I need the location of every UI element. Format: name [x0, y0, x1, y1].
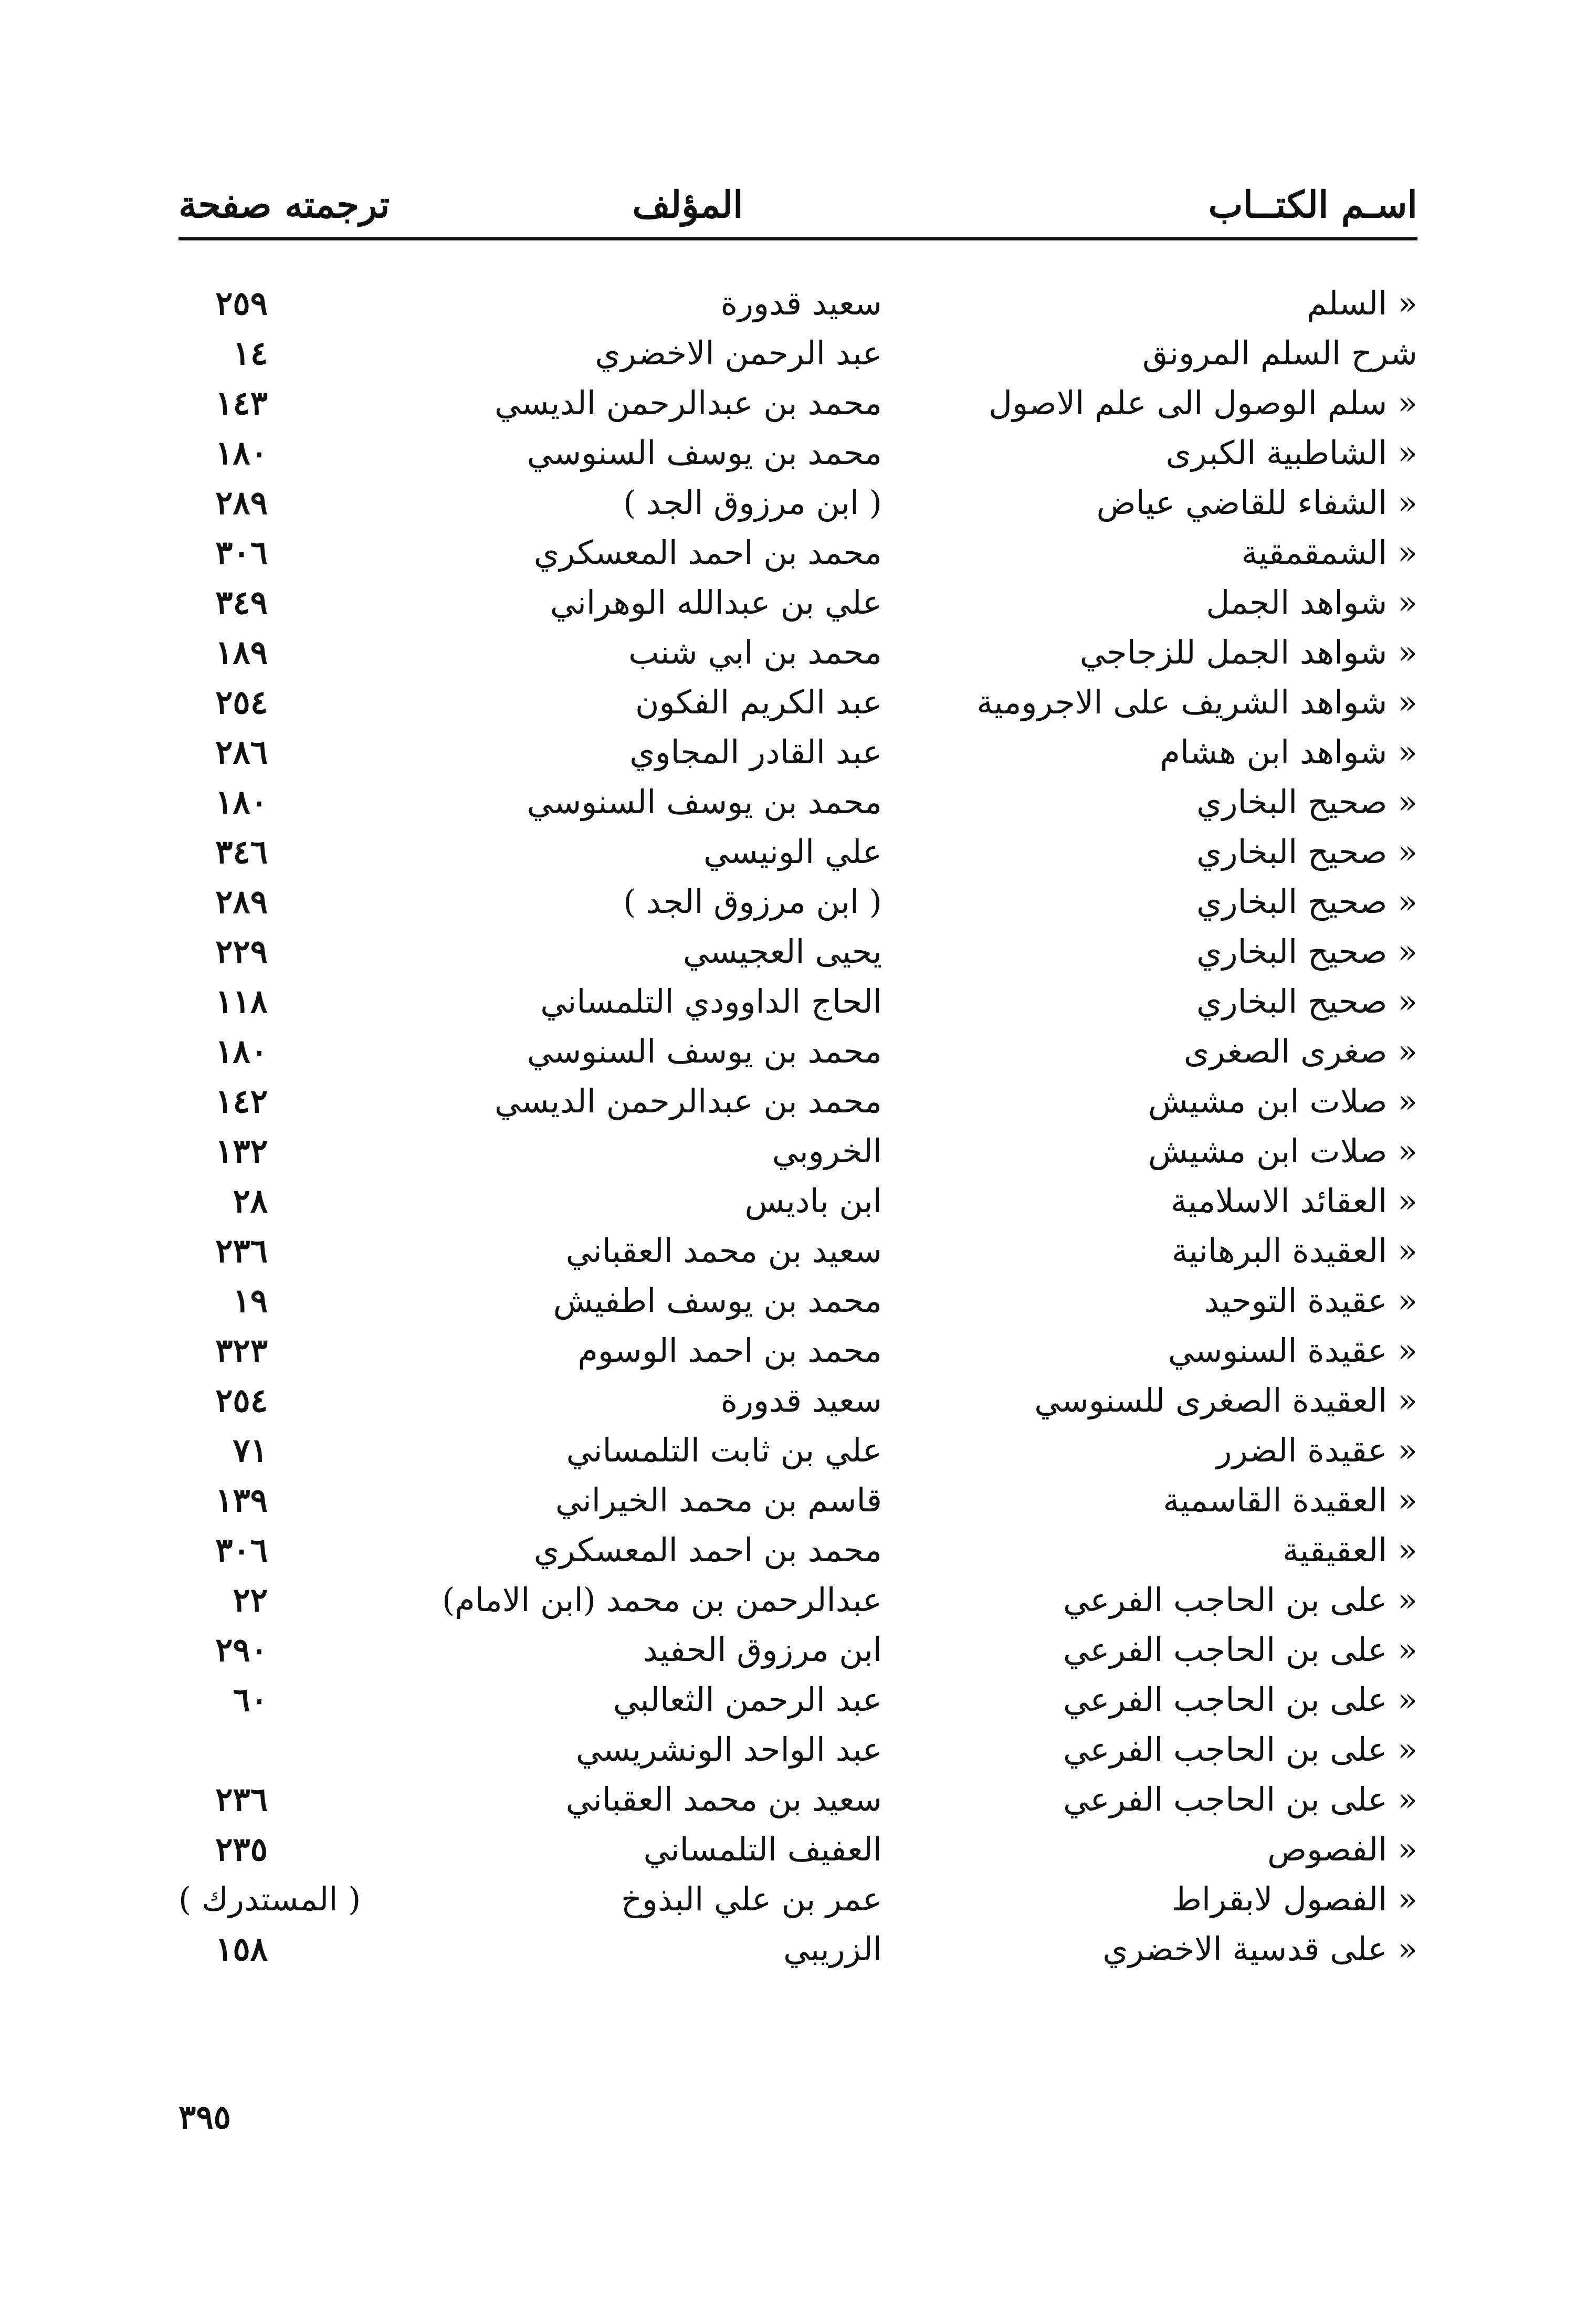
- book-title: « شواهد الجمل للزجاجي: [1079, 633, 1417, 671]
- author-name: محمد بن يوسف السنوسي: [527, 783, 882, 821]
- table-row: [178, 378, 1417, 428]
- author-name: محمد بن ابي شنب: [628, 633, 882, 671]
- author-name: العفيف التلمساني: [643, 1830, 882, 1868]
- table-row: [178, 1824, 1417, 1874]
- book-title: « الشاطبية الكبرى: [1165, 434, 1417, 472]
- header-page-ref: ترجمته صفحة: [178, 183, 390, 226]
- table-row: [178, 1326, 1417, 1375]
- book-title: « العقيدة البرهانية: [1171, 1232, 1417, 1270]
- table-row: [178, 1625, 1417, 1675]
- table-header: [178, 178, 1417, 236]
- page-reference: ١٤٣: [215, 384, 268, 422]
- table-row: [178, 1126, 1417, 1176]
- table-row: [178, 1525, 1417, 1575]
- author-name: محمد بن احمد الوسوم: [577, 1331, 882, 1370]
- book-title: شرح السلم المرونق: [1142, 334, 1417, 372]
- book-title: « على بن الحاجب الفرعي: [1063, 1581, 1417, 1619]
- author-name: محمد بن يوسف اطفيش: [553, 1281, 882, 1320]
- book-title: « صلات ابن مشيش: [1148, 1082, 1417, 1120]
- page-reference: ٢٣٥: [215, 1830, 268, 1868]
- book-title: « على بن الحاجب الفرعي: [1063, 1680, 1417, 1719]
- header-rule: [178, 237, 1417, 240]
- book-title: « الفصول لابقراط: [1171, 1880, 1417, 1918]
- author-name: محمد بن يوسف السنوسي: [527, 434, 882, 472]
- page-reference: ١٨٠: [215, 1032, 268, 1070]
- book-title: « عقيدة التوحيد: [1204, 1281, 1417, 1320]
- table-row: [178, 827, 1417, 877]
- author-name: سعيد بن محمد العقباني: [565, 1232, 882, 1270]
- author-name: عبد الواحد الونشريسي: [575, 1730, 882, 1769]
- author-name: سعيد بن محمد العقباني: [565, 1780, 882, 1818]
- book-title: « العقيدة القاسمية: [1163, 1481, 1417, 1519]
- page-reference: ( المستدرك ): [178, 1880, 361, 1918]
- table-row: [178, 677, 1417, 727]
- author-name: محمد بن عبدالرحمن الديسي: [494, 384, 882, 422]
- table-row: [178, 1076, 1417, 1126]
- table-row: [178, 1375, 1417, 1425]
- page-reference: ٦٠: [233, 1680, 268, 1719]
- page-reference: [178, 1724, 268, 1774]
- book-title: « العقيقية: [1282, 1531, 1417, 1569]
- author-name: ( ابن مرزوق الجد ): [623, 483, 882, 522]
- author-name: عبد الرحمن الاخضري: [595, 334, 882, 372]
- page-reference: ٣٠٦: [215, 533, 268, 572]
- page-reference: ١٨٩: [215, 633, 268, 671]
- page-reference: ٣٤٦: [215, 833, 268, 871]
- author-name: عمر بن علي البذوخ: [621, 1880, 882, 1918]
- table-row: [178, 528, 1417, 577]
- page-reference: ٢٥٤: [215, 683, 268, 721]
- page-reference: ١٥٨: [215, 1930, 268, 1968]
- author-name: سعيد قدورة: [720, 284, 882, 322]
- book-title: « على بن الحاجب الفرعي: [1063, 1631, 1417, 1669]
- page-reference: ٢٢٩: [215, 932, 268, 971]
- book-title: « صحيح البخاري: [1196, 882, 1417, 921]
- book-title: « صلات ابن مشيش: [1148, 1132, 1417, 1170]
- book-title: « على بن الحاجب الفرعي: [1063, 1730, 1417, 1769]
- page-reference: ٢٨٦: [215, 733, 268, 771]
- table-row: [178, 627, 1417, 677]
- book-title: « سلم الوصول الى علم الاصول: [989, 384, 1417, 422]
- table-row: [178, 1924, 1417, 1974]
- page-reference: ١٩: [233, 1281, 268, 1320]
- page-reference: ٣٢٣: [215, 1331, 268, 1370]
- table-row: [178, 1475, 1417, 1525]
- author-name: الحاج الداوودي التلمساني: [540, 982, 882, 1021]
- book-title: « شواهد ابن هشام: [1160, 733, 1417, 771]
- index-table: [178, 278, 1417, 1974]
- book-title: « شواهد الشريف على الاجرومية: [976, 683, 1417, 721]
- table-row: [178, 927, 1417, 976]
- book-title: « شواهد الجمل: [1206, 583, 1417, 622]
- page-reference: ٢٩٠: [215, 1631, 268, 1669]
- author-name: عبد الكريم الفكون: [635, 683, 882, 721]
- book-title: « الفصوص: [1267, 1830, 1417, 1868]
- page-reference: ٢٢: [233, 1581, 268, 1619]
- author-name: يحيى العجيسي: [682, 932, 882, 971]
- author-name: ابن باديس: [744, 1182, 882, 1220]
- author-name: علي بن ثابت التلمساني: [566, 1431, 882, 1469]
- table-row: [178, 328, 1417, 378]
- page-reference: ٢٨٩: [215, 483, 268, 522]
- page-reference: ١٣٩: [215, 1481, 268, 1519]
- book-title: « السلم: [1307, 284, 1417, 322]
- table-row: [178, 478, 1417, 528]
- page-reference: ٢٨: [233, 1182, 268, 1220]
- page-number: ٣٩٥: [178, 2098, 231, 2136]
- header-author: المؤلف: [632, 183, 743, 226]
- page-reference: ٢٨٩: [215, 882, 268, 921]
- author-name: الزريبي: [783, 1930, 882, 1968]
- book-title: « صغرى الصغرى: [1183, 1032, 1417, 1070]
- table-row: [178, 1425, 1417, 1475]
- page-reference: ١٤٢: [215, 1082, 268, 1120]
- book-title: « العقيدة الصغرى للسنوسي: [1034, 1381, 1417, 1419]
- page-reference: ١١٨: [215, 982, 268, 1021]
- author-name: سعيد قدورة: [720, 1381, 882, 1419]
- page-reference: ١٤: [233, 334, 268, 372]
- table-row: [178, 1276, 1417, 1326]
- table-row: [178, 1575, 1417, 1625]
- table-row: [178, 278, 1417, 328]
- book-title: « على بن الحاجب الفرعي: [1063, 1780, 1417, 1818]
- page-reference: ٢٣٦: [215, 1780, 268, 1818]
- table-row: [178, 577, 1417, 627]
- table-row: [178, 1724, 1417, 1774]
- author-name: عبد القادر المجاوي: [629, 733, 882, 771]
- table-row: [178, 727, 1417, 777]
- author-name: علي بن عبدالله الوهراني: [550, 583, 882, 622]
- table-row: [178, 877, 1417, 927]
- author-name: ( ابن مرزوق الجد ): [623, 882, 882, 921]
- author-name: قاسم بن محمد الخيراني: [555, 1481, 882, 1519]
- page-reference: ١٣٢: [215, 1132, 268, 1170]
- author-name: محمد بن عبدالرحمن الديسي: [494, 1082, 882, 1120]
- page-reference: ٣٤٩: [215, 583, 268, 622]
- author-name: محمد بن احمد المعسكري: [533, 1531, 882, 1569]
- table-row: [178, 1774, 1417, 1824]
- table-row: [178, 428, 1417, 478]
- table-row: [178, 1026, 1417, 1076]
- page-reference: ١٨٠: [215, 434, 268, 472]
- book-title: « الشمقمقية: [1241, 533, 1417, 572]
- author-name: علي الونيسي: [703, 833, 882, 871]
- table-row: [178, 1675, 1417, 1724]
- table-row: [178, 1226, 1417, 1276]
- author-name: محمد بن احمد المعسكري: [533, 533, 882, 572]
- table-row: [178, 1874, 1417, 1924]
- author-name: محمد بن يوسف السنوسي: [527, 1032, 882, 1070]
- book-title: « العقائد الاسلامية: [1170, 1182, 1417, 1220]
- page-reference: ١٨٠: [215, 783, 268, 821]
- book-title: « صحيح البخاري: [1196, 982, 1417, 1021]
- book-title: « على قدسية الاخضري: [1102, 1930, 1417, 1968]
- book-title: « عقيدة السنوسي: [1168, 1331, 1417, 1370]
- header-book-title: اسـم الكتــاب: [1208, 183, 1417, 226]
- book-title: « صحيح البخاري: [1196, 932, 1417, 971]
- book-title: « عقيدة الضرر: [1216, 1431, 1417, 1469]
- author-name: عبد الرحمن الثعالبي: [613, 1680, 882, 1719]
- page-reference: ٢٥٩: [215, 284, 268, 322]
- page-reference: ٧١: [233, 1431, 268, 1469]
- author-name: ابن مرزوق الحفيد: [643, 1631, 882, 1669]
- book-title: « صحيح البخاري: [1196, 833, 1417, 871]
- author-name: عبدالرحمن بن محمد (ابن الامام): [442, 1581, 882, 1619]
- book-title: « الشفاء للقاضي عياض: [1096, 483, 1417, 522]
- author-name: الخروبي: [772, 1132, 882, 1170]
- table-row: [178, 976, 1417, 1026]
- table-row: [178, 1176, 1417, 1226]
- table-row: [178, 777, 1417, 827]
- page-reference: ٢٣٦: [215, 1232, 268, 1270]
- page-reference: ٣٠٦: [215, 1531, 268, 1569]
- page-reference: ٢٥٤: [215, 1381, 268, 1419]
- book-title: « صحيح البخاري: [1196, 783, 1417, 821]
